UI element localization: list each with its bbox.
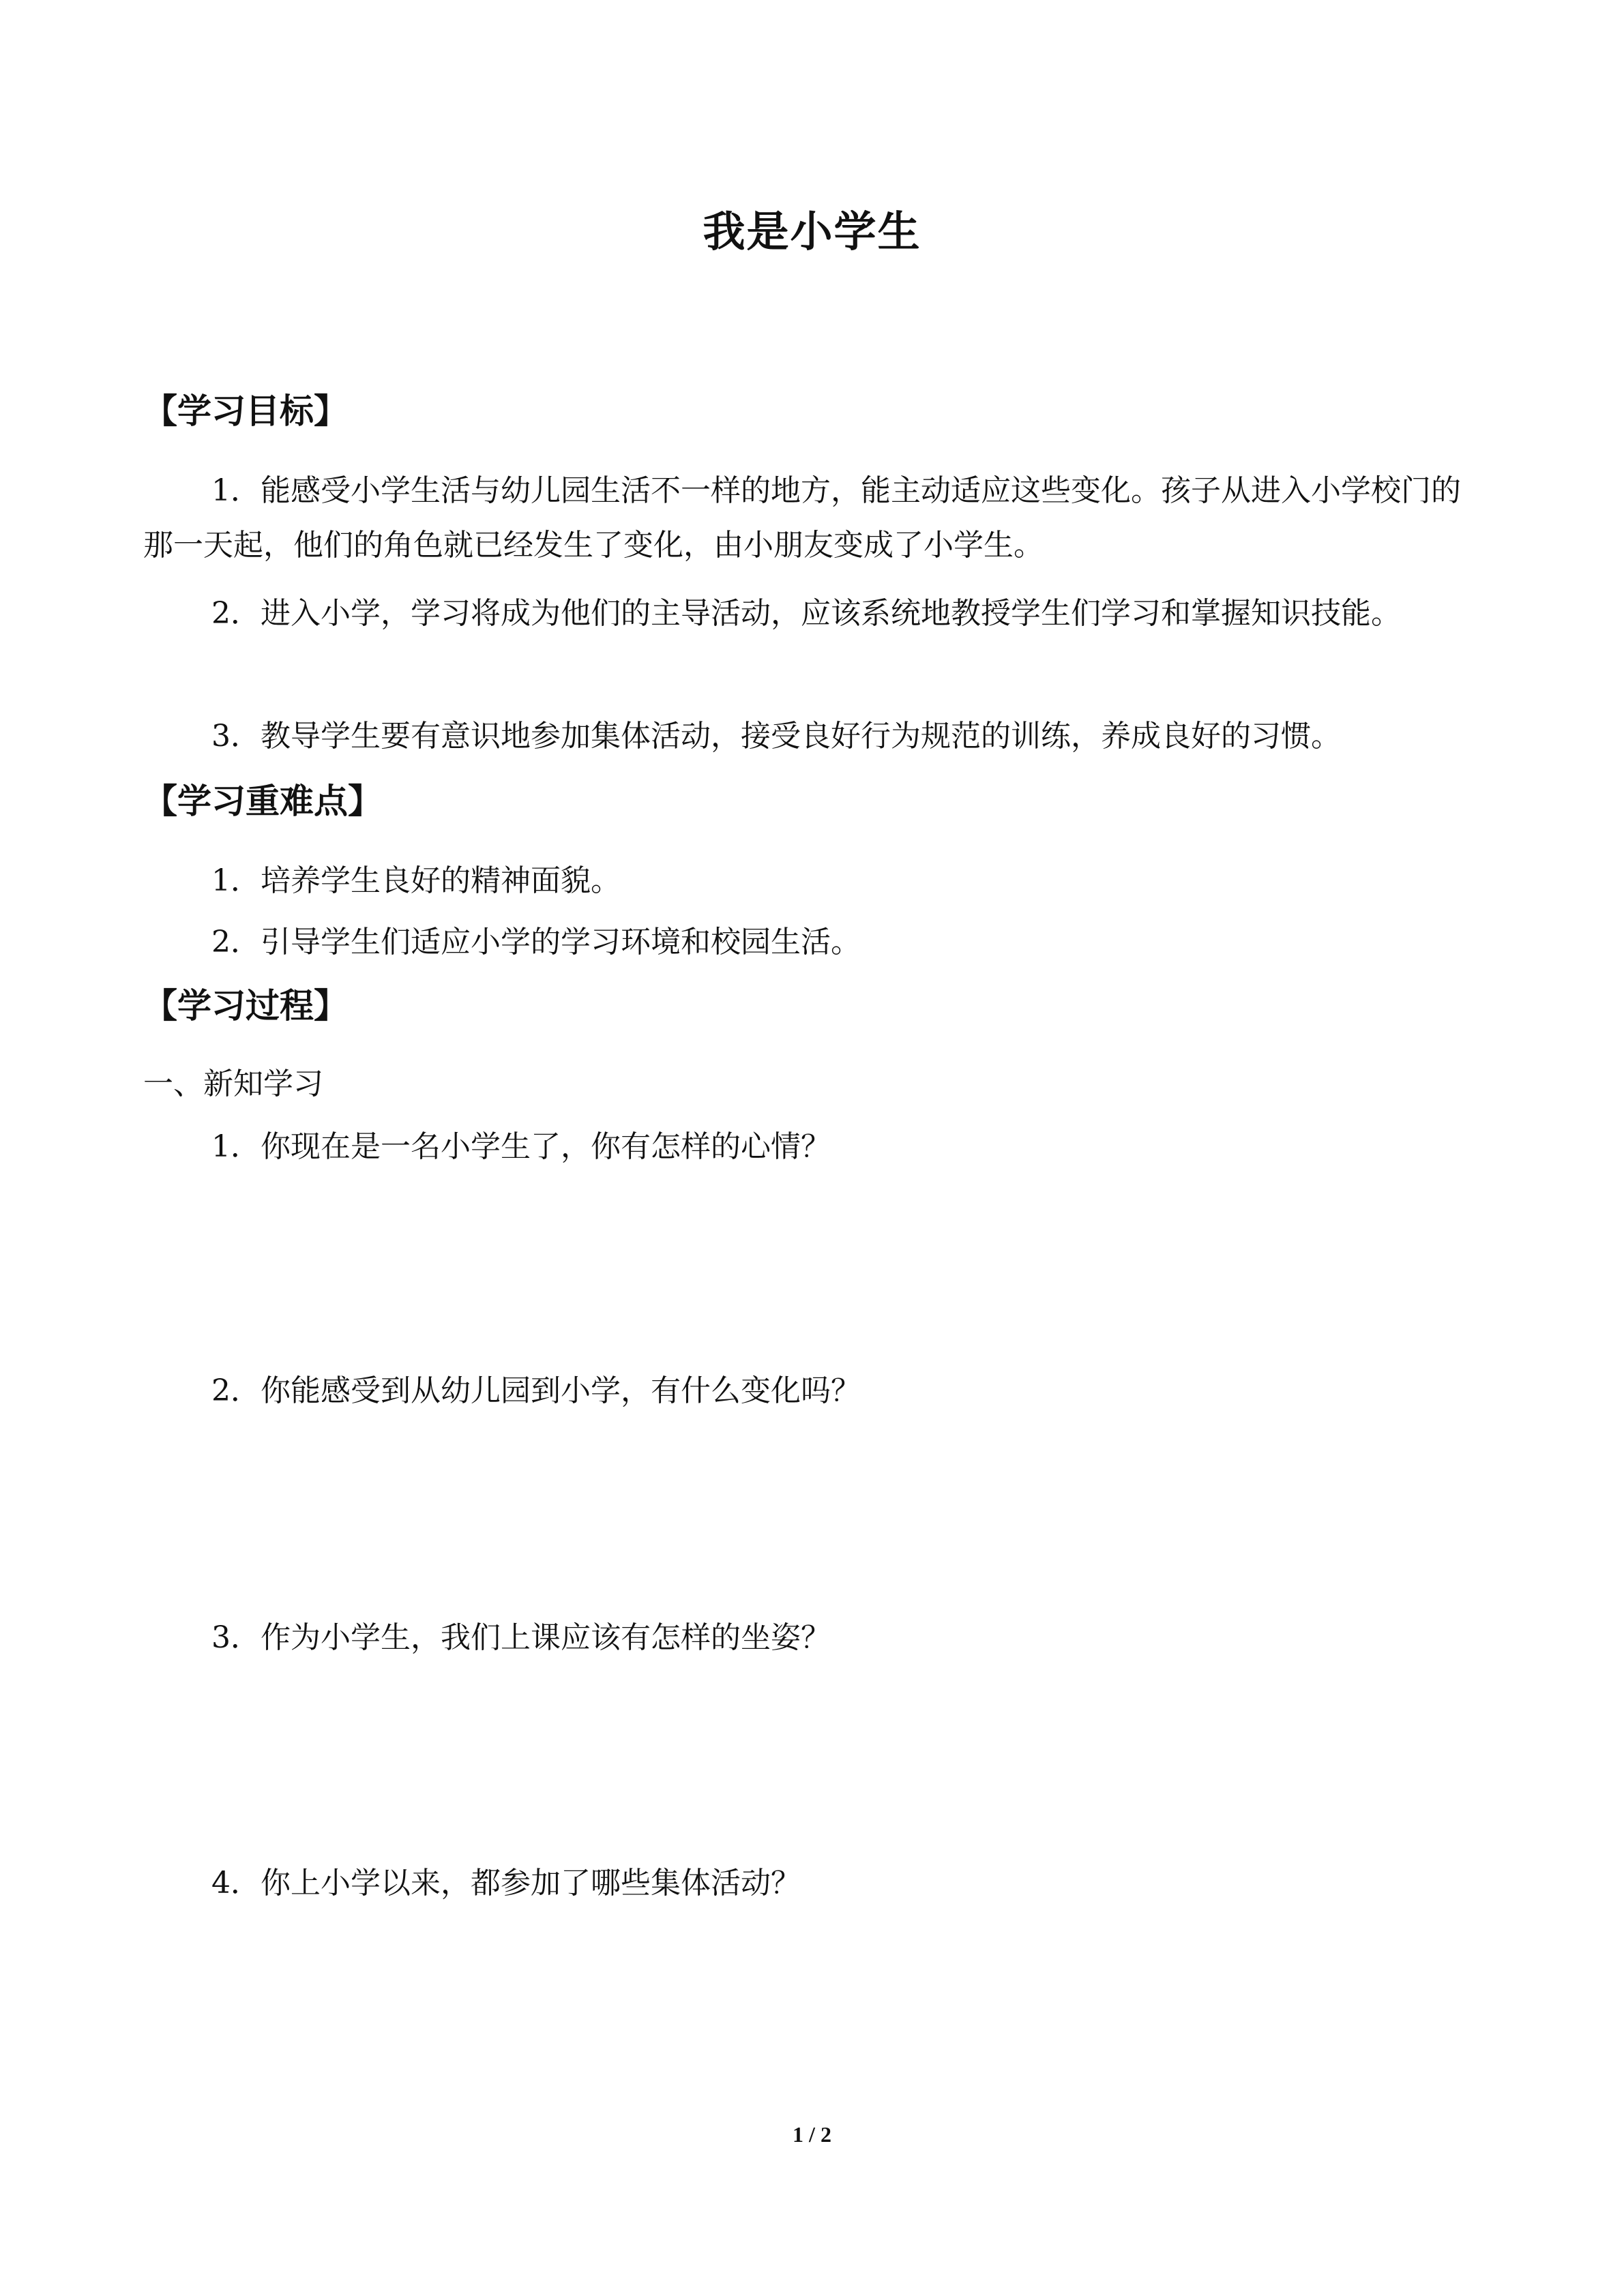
question-1: 1．你现在是一名小学生了，你有怎样的心情？ [211,1129,831,1164]
process-subheading: 一、新知学习 [143,1067,323,1101]
section-heading-process: 【学习过程】 [143,986,348,1026]
objective-item-3: 3．教导学生要有意识地参加集体活动，接受良好行为规范的训练，养成良好的习惯。 [211,719,1341,754]
objective-item-2: 2．进入小学，学习将成为他们的主导活动，应该系统地教授学生们学习和掌握知识技能。 [211,596,1401,631]
objective-item-1: 1．能感受小学生活与幼儿园生活不一样的地方，能主动适应这些变化。孩子从进入小学校门的那一天起，他们的角色就已经发生了变化，由小朋友变成了小学生。 [143,473,1461,563]
document-title: 我是小学生 [703,207,921,256]
question-2: 2．你能感受到从幼儿园到小学，有什么变化吗？ [211,1373,861,1408]
section-heading-key-points: 【学习重难点】 [143,781,382,821]
key-point-item-1: 1．培养学生良好的精神面貌。 [211,863,621,898]
question-3: 3．作为小学生，我们上课应该有怎样的坐姿？ [211,1620,831,1655]
page-number: 1 / 2 [793,2122,831,2147]
question-4: 4．你上小学以来，都参加了哪些集体活动？ [211,1866,801,1900]
key-point-item-2: 2．引导学生们适应小学的学习环境和校园生活。 [211,925,861,959]
section-heading-objectives: 【学习目标】 [143,391,348,431]
